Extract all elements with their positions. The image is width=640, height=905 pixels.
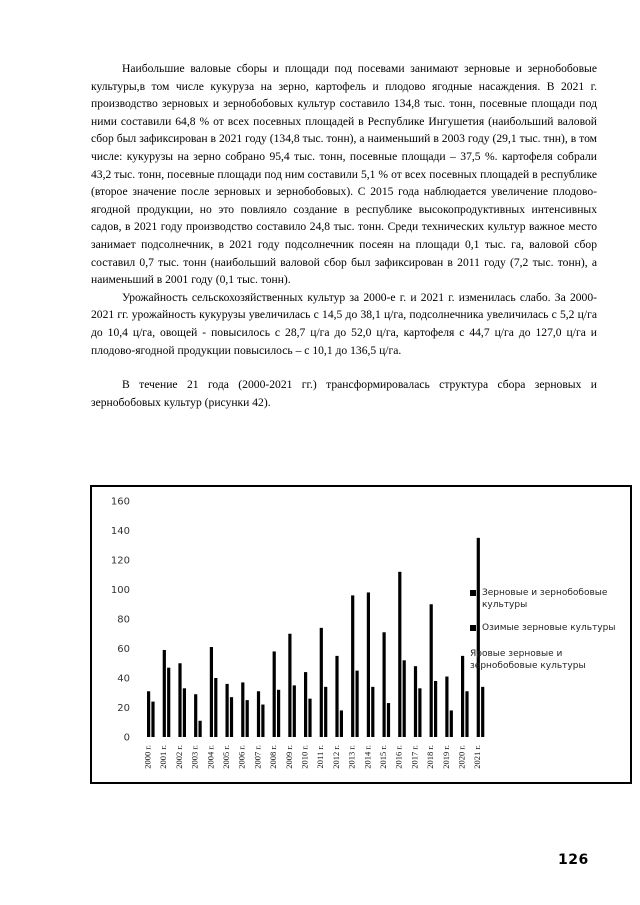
x-tick-label: 2004 г. <box>205 745 216 769</box>
bar-winter <box>481 687 484 737</box>
legend-label: Зерновые и зернобобовые культуры <box>482 588 608 610</box>
bar-winter <box>308 699 311 737</box>
x-tick-label: 2015 г. <box>378 745 388 769</box>
x-tick-label: 2018 г. <box>425 745 436 769</box>
x-tick-label: 2019 г. <box>440 745 451 769</box>
legend-swatch <box>470 590 476 596</box>
legend-swatch <box>470 625 476 631</box>
x-tick-label: 2007 г. <box>252 745 263 769</box>
bar-winter <box>356 671 359 737</box>
paragraph: Наибольшие валовые сборы и площади под посевами занимают зерновые и зернобобовые культуры,в том числе кукуруза на зерно, картофель и плодово ягодные насаждения. В 2021 г. производство зерновых и зернобобовых культур составило 134,8 тыс. тонн, посевные площади под ними составили 64,8 % от всех посевных площадей в Республике Ингушетия (наибольший валовой сбор был зафиксирован в 2021 году (134,8 тыс. тонн), а наименьший в 2003 году (29,1 тыс. тнн), в том числе: кукурузы на зерно собрано 95,4 тыс. тонн, посевные площади – 37,5 %. картофеля собрали 43,2 тыс. тонн, посевные площади под ним составили 5,1 % от всех посевных площадей в республике (второе значение после зерновых и зернобобовых). С 2015 года наблюдается увеличение плодово-ягодной продукции, но это повлияло создание в республике высокопродуктивных интенсивных садов, в 2021 году производство составило 24,8 тыс. тонн. Среди технических культур важное место занимает подсолнечник, в 2021 году подсолнечник посеян на площади 0,1 тыс. га, валовой сбор составил 0,7 тыс. тонн (наибольший валовой сбор был зафиксирован в 2011 году (7,2 тыс. тонн), а наименьший в 2001 году (0,1 тыс. тонн). <box>91 62 597 287</box>
bar-winter <box>465 691 468 737</box>
x-tick-label: 2012 г. <box>330 745 341 769</box>
x-tick-label: 2000 г. <box>142 745 153 769</box>
x-tick-label: 2011 г. <box>315 745 326 769</box>
y-tick-label: 20 <box>117 703 130 714</box>
bar-grain <box>414 666 417 737</box>
x-tick-label: 2014 г. <box>362 745 373 769</box>
paragraph: Урожайность сельскохозяйственных культур за 2000-е г. и 2021 г. изменилась слабо. За 2000-2021 гг. урожайность кукурузы увеличилась с 14,5 до 38,1 ц/га, подсолнечника увеличилась с 5,2 ц/га до 10,4 ц/га, овощей - повысилось с 28,7 ц/га до 52,0 ц/га, картофеля с 44,7 ц/га до 127,0 ц/га и плодово-ягодной продукции повысилось – с 10,1 до 136,5 ц/га. <box>91 290 597 357</box>
x-tick-label: 2008 г. <box>268 745 279 769</box>
legend-label: Озимые зерновые культуры <box>482 623 616 633</box>
y-tick-label: 120 <box>110 555 130 567</box>
bar-grain <box>194 694 197 737</box>
x-tick-label: 2002 г. <box>173 745 184 769</box>
y-tick-label: 0 <box>123 732 130 744</box>
bar-grain <box>226 684 229 737</box>
y-tick-label: 140 <box>110 526 130 537</box>
bar-winter <box>277 690 280 737</box>
bar-winter <box>214 678 217 737</box>
x-tick-label: 2005 г. <box>221 745 231 769</box>
bar-grain <box>210 647 213 737</box>
paragraph: В течение 21 года (2000-2021 гг.) трансформировалась структура сбора зерновых и зернобобовых культур (рисунки 42). <box>91 378 597 409</box>
bar-grain <box>163 650 166 737</box>
x-tick-label: 2003 г. <box>189 745 200 769</box>
bar-grain <box>445 677 448 737</box>
bar-grain <box>288 634 291 737</box>
bar-winter <box>418 688 421 737</box>
bar-grain <box>430 604 433 737</box>
bar-winter <box>371 687 374 737</box>
bar-winter <box>199 721 202 737</box>
bar-winter <box>340 710 343 737</box>
bar-grain <box>351 595 354 737</box>
bar-grain <box>304 672 307 737</box>
x-tick-label: 2020 г. <box>456 745 467 769</box>
x-tick-label: 2010 г. <box>299 745 310 769</box>
bar-grain <box>257 691 260 737</box>
bar-winter <box>151 702 154 737</box>
x-tick-label: 2016 г. <box>393 745 404 769</box>
bar-grain <box>241 682 244 737</box>
legend-item-winter <box>470 622 630 634</box>
bar-grain <box>367 592 370 737</box>
bar-winter <box>230 697 233 737</box>
x-tick-label: 2009 г. <box>283 745 294 769</box>
legend-label: Яровые зерновые и зернобобовые культуры <box>470 649 586 671</box>
y-tick-label: 40 <box>117 673 130 685</box>
bar-winter <box>434 681 437 737</box>
x-tick-label: 2001 г. <box>158 745 169 769</box>
x-tick-label: 2017 г. <box>409 745 420 769</box>
bar-winter <box>293 685 296 737</box>
x-tick-label: 2013 г. <box>346 745 357 769</box>
legend-item-grain <box>470 587 630 611</box>
chart-legend <box>470 587 630 683</box>
bar-grain <box>383 632 386 737</box>
bar-winter <box>450 710 453 737</box>
y-tick-label: 60 <box>117 644 130 655</box>
bar-grain <box>273 651 276 737</box>
x-tick-label: 2006 г. <box>236 745 247 769</box>
bar-winter <box>183 688 186 737</box>
legend-item-spring <box>470 648 630 672</box>
body-text <box>91 60 597 411</box>
bar-winter <box>403 660 406 737</box>
bar-grain <box>320 628 323 737</box>
bar-grain <box>178 663 181 737</box>
bar-winter <box>246 700 249 737</box>
bar-winter <box>167 668 170 737</box>
bar-winter <box>387 703 390 737</box>
y-tick-label: 160 <box>110 496 130 508</box>
bar-grain <box>461 656 464 737</box>
bar-grain <box>398 572 401 737</box>
page-number: 126 <box>558 852 589 868</box>
bar-winter <box>261 705 264 737</box>
y-tick-label: 80 <box>117 614 130 626</box>
bar-winter <box>324 687 327 737</box>
x-tick-label: 2021 г. <box>472 745 483 769</box>
y-tick-label: 100 <box>110 585 130 596</box>
bar-grain <box>147 691 150 737</box>
bar-grain <box>335 656 338 737</box>
